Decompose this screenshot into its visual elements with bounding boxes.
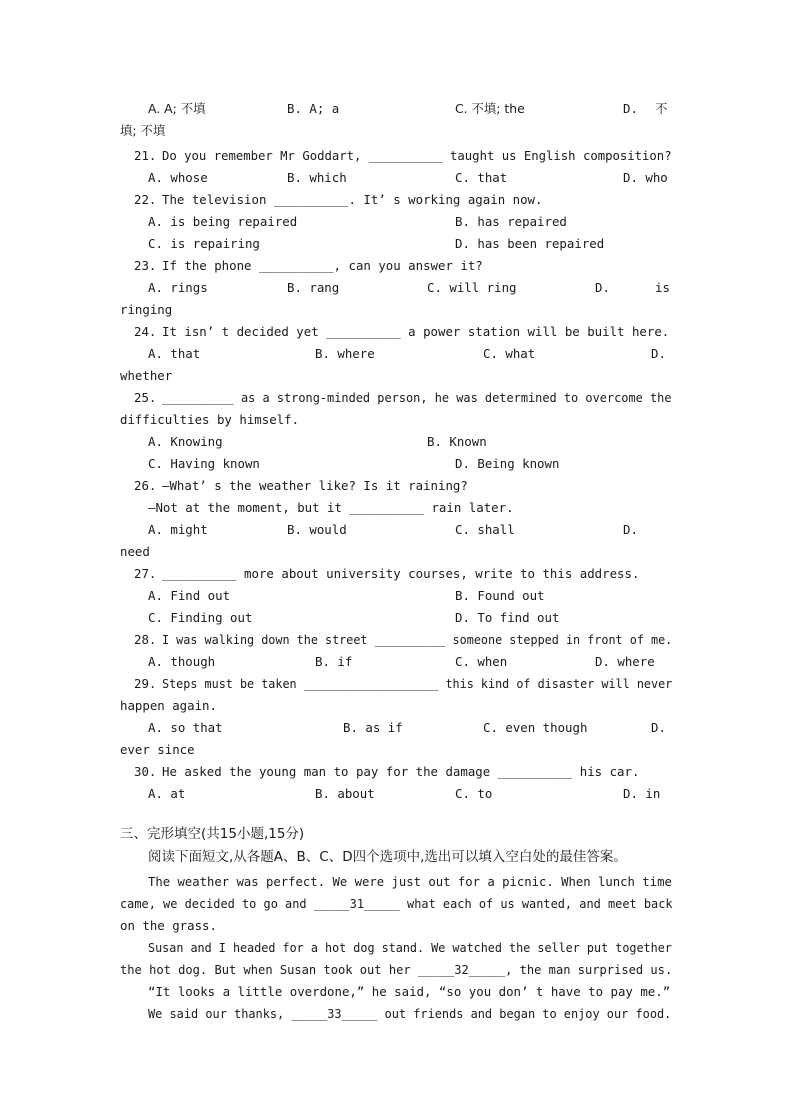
option-a: A. though: [148, 654, 216, 669]
option-d-text: is: [655, 280, 670, 295]
dialogue-line-1: —What’ s the weather like? Is it raining?: [162, 478, 468, 493]
option-c: C. shall: [455, 522, 515, 537]
option-c: C. is repairing: [148, 236, 260, 251]
option-a: A. that: [148, 346, 201, 361]
passage-line: came, we decided to go and _____31_____ what each of us wanted, and meet back: [120, 896, 673, 911]
q20-option-c: C. 不填; the: [455, 101, 525, 116]
q20-option-a: A. A; 不填: [148, 101, 206, 116]
option-b: B. has repaired: [455, 214, 567, 229]
option-b: B. Found out: [455, 588, 545, 603]
option-a: A. is being repaired: [148, 214, 298, 229]
option-a: A. Knowing: [148, 434, 223, 449]
option-c: C. that: [455, 170, 508, 185]
q20-option-b: B. A; a: [287, 101, 340, 116]
option-d: D. Being known: [455, 456, 560, 471]
option-d-wrap: ever since: [120, 742, 195, 757]
question-stem-wrap: difficulties by himself.: [120, 412, 300, 427]
question-stem: __________ more about university courses, write to this address.: [162, 566, 640, 581]
question-stem: I was walking down the street __________ someone stepped in front of me.: [162, 632, 673, 647]
option-c: C. to: [455, 786, 493, 801]
question-stem: The television __________. It’ s working again now.: [162, 192, 543, 207]
option-a: A. so that: [148, 720, 223, 735]
option-c: C. even though: [483, 720, 588, 735]
option-b: B. rang: [287, 280, 340, 295]
option-d: D.: [651, 346, 666, 361]
option-c: C. will ring: [427, 280, 517, 295]
question-number: 22.: [134, 192, 157, 207]
option-b: B. about: [315, 786, 375, 801]
passage-line: We said our thanks, _____33_____ out friends and began to enjoy our food.: [148, 1006, 672, 1021]
option-b: B. where: [315, 346, 375, 361]
dialogue-line-2: —Not at the moment, but it __________ rain later.: [148, 500, 514, 515]
question-number: 21.: [134, 148, 157, 163]
option-b: B. would: [287, 522, 347, 537]
section-heading: 三、完形填空(共15小题,15分): [120, 826, 305, 842]
option-d: D.: [651, 720, 666, 735]
question-number: 29.: [134, 676, 157, 691]
question-number: 25.: [134, 390, 157, 405]
question-stem: If the phone __________, can you answer it?: [162, 258, 483, 273]
passage-line: “It looks a little overdone,” he said, “so you don’ t have to pay me.”: [148, 984, 671, 999]
question-number: 26.: [134, 478, 157, 493]
question-number: 24.: [134, 324, 157, 339]
q20-option-d-text: 不: [655, 101, 668, 116]
question-stem: Do you remember Mr Goddart, __________ taught us English composition?: [162, 148, 672, 163]
option-d: D. in: [623, 786, 661, 801]
passage-line: the hot dog. But when Susan took out her _____32_____, the man surprised us.: [120, 962, 673, 977]
option-d: D. who: [623, 170, 668, 185]
section-instruction: 阅读下面短文,从各题A、B、C、D四个选项中,选出可以填入空白处的最佳答案。: [148, 849, 627, 865]
question-number: 28.: [134, 632, 157, 647]
question-stem: It isn’ t decided yet __________ a power station will be built here.: [162, 324, 670, 339]
option-d: D. To find out: [455, 610, 560, 625]
option-a: A. rings: [148, 280, 208, 295]
option-a: A. whose: [148, 170, 208, 185]
option-d: D. has been repaired: [455, 236, 605, 251]
option-d-wrap: ringing: [120, 302, 173, 317]
option-d-wrap: need: [120, 544, 150, 559]
q20-option-d: D.: [623, 101, 638, 116]
passage-line: The weather was perfect. We were just out for a picnic. When lunch time: [148, 874, 672, 889]
option-b: B. if: [315, 654, 353, 669]
question-stem: He asked the young man to pay for the damage __________ his car.: [162, 764, 640, 779]
option-d: D.: [623, 522, 638, 537]
option-d-wrap: whether: [120, 368, 173, 383]
option-b: B. which: [287, 170, 347, 185]
question-stem-wrap: happen again.: [120, 698, 217, 713]
option-a: A. might: [148, 522, 208, 537]
q20-option-d-wrap: 填; 不填: [120, 123, 166, 138]
option-d: D.: [595, 280, 610, 295]
option-c: C. when: [455, 654, 508, 669]
option-b: B. as if: [343, 720, 403, 735]
option-a: A. Find out: [148, 588, 231, 603]
passage-line: Susan and I headed for a hot dog stand. We watched the seller put together: [148, 940, 672, 955]
option-c: C. what: [483, 346, 536, 361]
option-c: C. Finding out: [148, 610, 253, 625]
question-stem: Steps must be taken ___________________ this kind of disaster will never: [162, 676, 673, 691]
option-d: D. where: [595, 654, 655, 669]
question-number: 30.: [134, 764, 157, 779]
option-c: C. Having known: [148, 456, 260, 471]
question-number: 23.: [134, 258, 157, 273]
passage-line: on the grass.: [120, 918, 217, 933]
option-a: A. at: [148, 786, 186, 801]
question-stem: __________ as a strong-minded person, he was determined to overcome the: [162, 390, 672, 405]
question-number: 27.: [134, 566, 157, 581]
option-b: B. Known: [427, 434, 487, 449]
